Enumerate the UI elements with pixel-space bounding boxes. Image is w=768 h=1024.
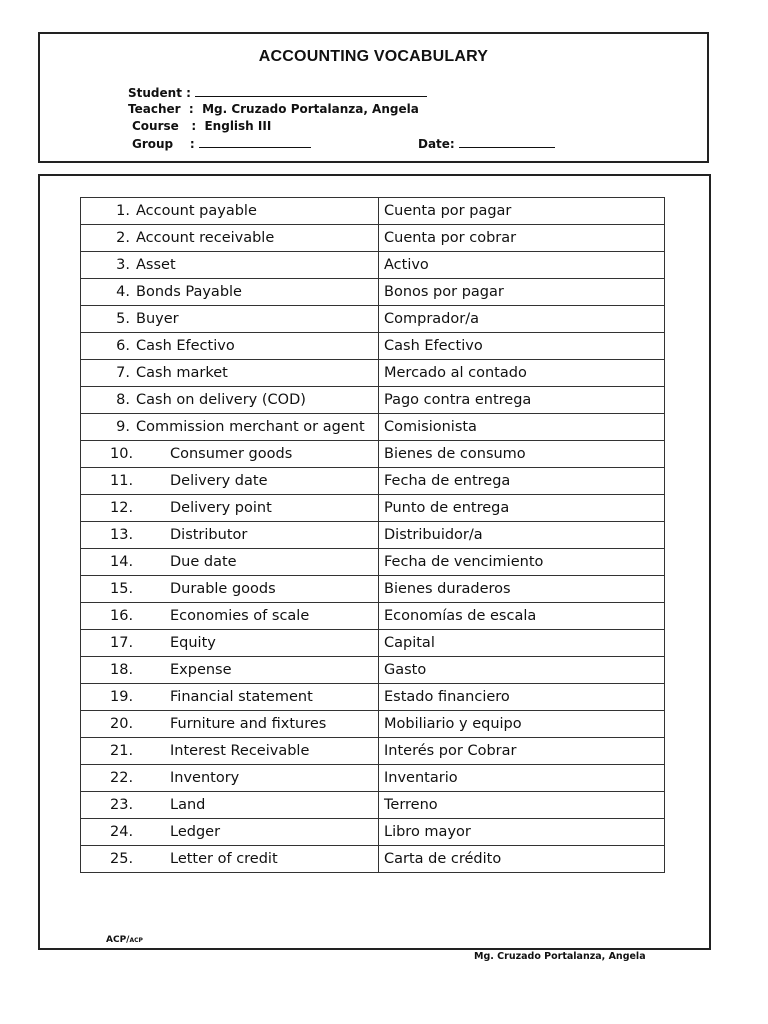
term-cell (81, 441, 379, 468)
table-row (81, 657, 665, 684)
footer-author: Mg. Cruzado Portalanza, Angela (474, 951, 646, 962)
footer-initials-small: ACP (129, 937, 143, 944)
english-term: Durable goods (170, 581, 276, 597)
course-row: Course : English III (132, 119, 272, 133)
student-label: Student (128, 86, 182, 100)
english-term: Cash Efectivo (136, 338, 235, 354)
table-row (81, 630, 665, 657)
english-term: Equity (170, 635, 216, 651)
english-term: Commission merchant or agent (136, 419, 365, 435)
item-number: 13. (110, 527, 134, 543)
spanish-translation: Bienes duraderos (379, 576, 665, 603)
term-cell (81, 792, 379, 819)
student-blank-line[interactable] (195, 84, 427, 97)
term-cell (81, 522, 379, 549)
student-row: Student : (128, 84, 427, 102)
item-number: 10. (110, 446, 134, 462)
table-row (81, 522, 665, 549)
vocabulary-table (80, 197, 665, 873)
spanish-translation: Mobiliario y equipo (379, 711, 665, 738)
spanish-translation: Distribuidor/a (379, 522, 665, 549)
spanish-translation: Terreno (379, 792, 665, 819)
term-cell (81, 846, 379, 873)
table-row (81, 684, 665, 711)
english-term: Delivery point (170, 500, 272, 516)
spanish-translation: Mercado al contado (379, 360, 665, 387)
table-row (81, 279, 665, 306)
item-number: 5. (116, 311, 130, 327)
header-box (38, 32, 709, 163)
item-number: 19. (110, 689, 134, 705)
spanish-translation: Libro mayor (379, 819, 665, 846)
item-number: 18. (110, 662, 134, 678)
english-term: Cash on delivery (COD) (136, 392, 306, 408)
english-term: Land (170, 797, 206, 813)
teacher-value: Mg. Cruzado Portalanza, Angela (202, 102, 419, 116)
term-cell (81, 819, 379, 846)
item-number: 6. (116, 338, 130, 354)
term-cell (81, 252, 379, 279)
spanish-translation: Bonos por pagar (379, 279, 665, 306)
english-term: Due date (170, 554, 237, 570)
spanish-translation: Interés por Cobrar (379, 738, 665, 765)
term-cell (81, 549, 379, 576)
term-cell (81, 414, 379, 441)
item-number: 25. (110, 851, 134, 867)
english-term: Interest Receivable (170, 743, 310, 759)
english-term: Buyer (136, 311, 179, 327)
term-cell (81, 738, 379, 765)
term-cell (81, 468, 379, 495)
english-term: Account receivable (136, 230, 275, 246)
date-row (418, 135, 555, 153)
spanish-translation: Comisionista (379, 414, 665, 441)
spanish-translation: Cuenta por pagar (379, 198, 665, 225)
spanish-translation: Gasto (379, 657, 665, 684)
table-row (81, 576, 665, 603)
term-cell (81, 495, 379, 522)
table-row (81, 252, 665, 279)
course-value: English III (204, 119, 272, 133)
term-cell (81, 387, 379, 414)
group-label: Group (132, 137, 174, 151)
term-cell (81, 711, 379, 738)
table-row (81, 846, 665, 873)
item-number: 17. (110, 635, 134, 651)
item-number: 21. (110, 743, 134, 759)
item-number: 2. (116, 230, 130, 246)
spanish-translation: Cuenta por cobrar (379, 225, 665, 252)
item-number: 12. (110, 500, 134, 516)
vocabulary-table-body (81, 198, 665, 873)
term-cell (81, 198, 379, 225)
spanish-translation: Capital (379, 630, 665, 657)
item-number: 8. (116, 392, 130, 408)
table-row (81, 225, 665, 252)
spanish-translation: Pago contra entrega (379, 387, 665, 414)
item-number: 11. (110, 473, 134, 489)
table-row (81, 792, 665, 819)
item-number: 14. (110, 554, 134, 570)
date-blank-line[interactable] (459, 135, 555, 148)
spanish-translation: Inventario (379, 765, 665, 792)
table-row (81, 387, 665, 414)
table-row (81, 549, 665, 576)
term-cell (81, 306, 379, 333)
spanish-translation: Punto de entrega (379, 495, 665, 522)
spanish-translation: Fecha de entrega (379, 468, 665, 495)
item-number: 1. (116, 203, 130, 219)
table-row (81, 468, 665, 495)
teacher-row: Teacher : Mg. Cruzado Portalanza, Angela (128, 102, 419, 116)
course-label: Course (132, 119, 179, 133)
table-row (81, 198, 665, 225)
group-blank-line[interactable] (199, 135, 311, 148)
spanish-translation: Comprador/a (379, 306, 665, 333)
table-row (81, 333, 665, 360)
english-term: Delivery date (170, 473, 268, 489)
table-row (81, 441, 665, 468)
item-number: 16. (110, 608, 134, 624)
term-cell (81, 360, 379, 387)
english-term: Expense (170, 662, 232, 678)
item-number: 7. (116, 365, 130, 381)
term-cell (81, 333, 379, 360)
english-term: Distributor (170, 527, 248, 543)
page-title: ACCOUNTING VOCABULARY (258, 48, 489, 65)
item-number: 23. (110, 797, 134, 813)
table-row (81, 306, 665, 333)
table-row (81, 738, 665, 765)
table-row (81, 765, 665, 792)
term-cell (81, 603, 379, 630)
english-term: Furniture and fixtures (170, 716, 327, 732)
english-term: Cash market (136, 365, 228, 381)
item-number: 3. (116, 257, 130, 273)
spanish-translation: Estado financiero (379, 684, 665, 711)
item-number: 4. (116, 284, 130, 300)
item-number: 15. (110, 581, 134, 597)
english-term: Letter of credit (170, 851, 278, 867)
table-row (81, 414, 665, 441)
spanish-translation: Cash Efectivo (379, 333, 665, 360)
english-term: Economies of scale (170, 608, 310, 624)
teacher-label: Teacher (128, 102, 181, 116)
term-cell (81, 279, 379, 306)
table-row (81, 819, 665, 846)
spanish-translation: Economías de escala (379, 603, 665, 630)
term-cell (81, 657, 379, 684)
english-term: Ledger (170, 824, 221, 840)
table-row (81, 495, 665, 522)
term-cell (81, 576, 379, 603)
term-cell (81, 765, 379, 792)
group-row: Group : (132, 135, 311, 153)
english-term: Bonds Payable (136, 284, 242, 300)
term-cell (81, 225, 379, 252)
footer-initials-main: ACP/ (106, 935, 130, 945)
table-row (81, 603, 665, 630)
term-cell (81, 630, 379, 657)
spanish-translation: Fecha de vencimiento (379, 549, 665, 576)
english-term: Financial statement (170, 689, 313, 705)
english-term: Asset (136, 257, 176, 273)
item-number: 9. (116, 419, 130, 435)
table-row (81, 711, 665, 738)
english-term: Account payable (136, 203, 257, 219)
spanish-translation: Carta de crédito (379, 846, 665, 873)
item-number: 24. (110, 824, 134, 840)
item-number: 20. (110, 716, 134, 732)
date-label: Date: (418, 137, 455, 151)
term-cell (81, 684, 379, 711)
english-term: Consumer goods (170, 446, 293, 462)
spanish-translation: Bienes de consumo (379, 441, 665, 468)
spanish-translation: Activo (379, 252, 665, 279)
footer-initials (106, 935, 143, 945)
english-term: Inventory (170, 770, 240, 786)
item-number: 22. (110, 770, 134, 786)
table-row (81, 360, 665, 387)
